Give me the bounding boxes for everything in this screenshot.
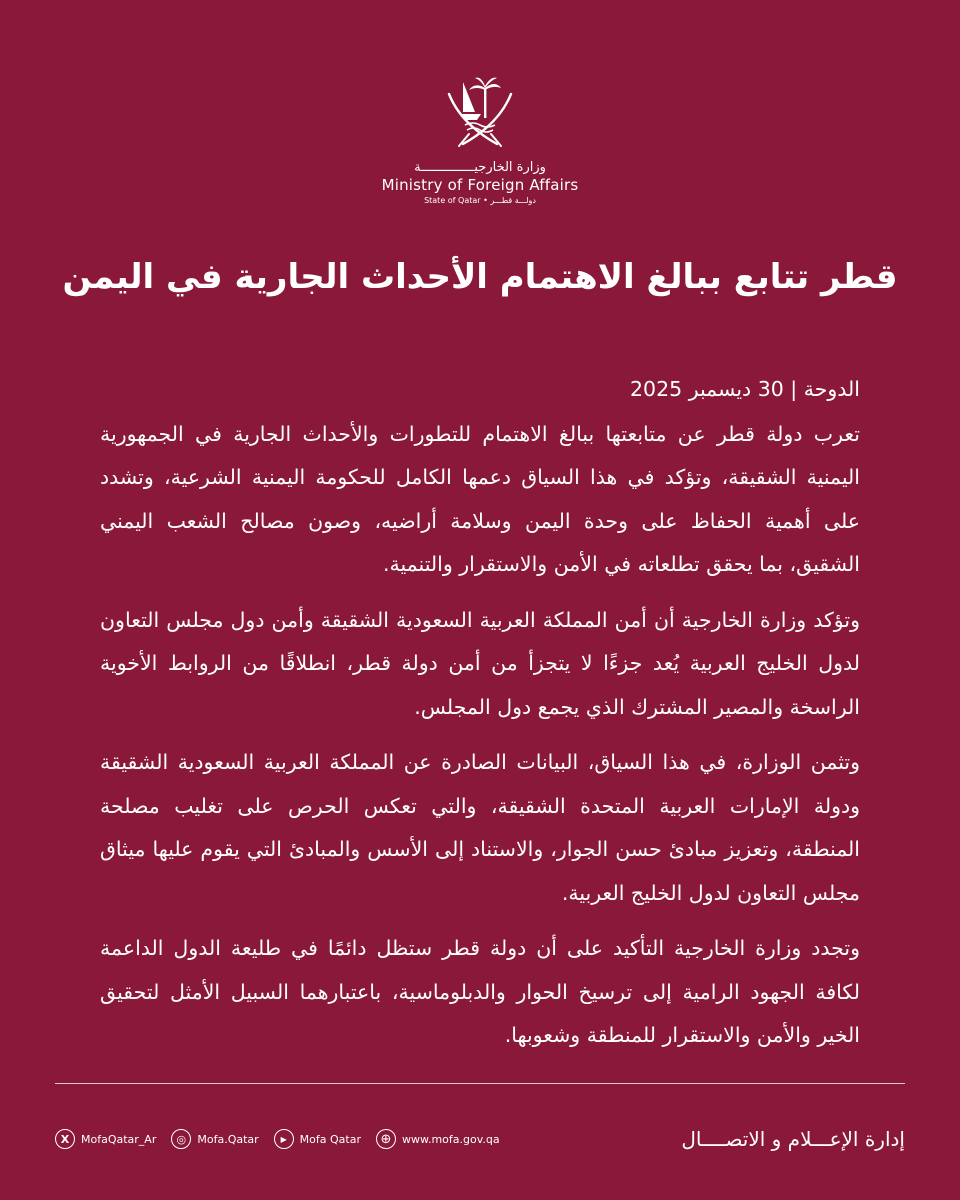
- social-x-label: MofaQatar_Ar: [81, 1132, 157, 1146]
- social-website[interactable]: [376, 1129, 500, 1149]
- qatar-emblem-icon: [435, 72, 525, 152]
- x-logo-icon: X: [55, 1129, 75, 1149]
- social-instagram[interactable]: [171, 1129, 258, 1149]
- department-name: إدارة الإعـــلام و الاتصــــال: [681, 1127, 905, 1151]
- footer: [55, 1122, 905, 1156]
- paragraph-3: وتثمن الوزارة، في هذا السياق، البيانات الصادرة عن المملكة العربية السعودية الشقيقة ودولة الإمارات العربية المتحدة الشقيقة، والتي تعكس الحرص على تغليب مصلحة المنطقة، وتعزيز مبادئ حسن الجوار، والاستناد إلى الأسس والمبادئ التي يقوم عليها ميثاق مجلس التعاون لدول الخليج العربية.: [100, 750, 860, 905]
- paragraph-4: وتجدد وزارة الخارجية التأكيد على أن دولة قطر ستظل دائمًا في طليعة الدول الداعمة لكافة الجهود الرامية إلى ترسيخ الحوار والدبلوماسية، باعتبارهما السبيل الأمثل لتحقيق الخير والأمن والاستقرار للمنطقة وشعوبها.: [100, 936, 860, 1047]
- social-youtube-label: Mofa Qatar: [299, 1132, 361, 1146]
- social-instagram-label: Mofa.Qatar: [197, 1132, 259, 1146]
- social-youtube[interactable]: [274, 1129, 361, 1149]
- social-website-label: www.mofa.gov.qa: [401, 1132, 500, 1146]
- youtube-icon: ▶: [274, 1129, 294, 1149]
- instagram-icon: ◎: [171, 1129, 191, 1149]
- social-x[interactable]: [55, 1129, 156, 1149]
- statement-title: قطر تتابع ببالغ الاهتمام الأحداث الجارية في اليمن: [62, 257, 898, 297]
- footer-divider: [55, 1083, 905, 1084]
- paragraph-1: تعرب دولة قطر عن متابعتها ببالغ الاهتمام للتطورات والأحداث الجارية في الجمهورية اليمنية الشقيقة، وتؤكد في هذا السياق دعمها الكامل للحكومة اليمنية الشرعية، وتشدد على أهمية الحفاظ على وحدة اليمن وسلامة أراضيه، وصون مصالح الشعب اليمني الشقيق، بما يحقق تطلعاته في الأمن والاستقرار والتنمية.: [100, 421, 860, 576]
- social-links: [55, 1129, 500, 1149]
- globe-icon: ⊕: [376, 1129, 396, 1149]
- state-of-qatar-line: State of Qatar • دولـــة قطـــر: [424, 196, 536, 205]
- ministry-name-english: Ministry of Foreign Affairs: [381, 176, 579, 194]
- ministry-logo: [0, 72, 960, 207]
- paragraph-2: وتؤكد وزارة الخارجية أن أمن المملكة العربية السعودية الشقيقة وأمن دول مجلس التعاون لدول الخليج العربية يُعد جزءًا لا يتجزأ من أمن دولة قطر، انطلاقًا من الروابط الأخوية الراسخة والمصير المشترك الذي يجمع دول المجلس.: [100, 607, 860, 719]
- statement-body: [100, 368, 860, 1070]
- dateline: الدوحة | 30 ديسمبر 2025: [630, 377, 860, 401]
- ministry-name-arabic: وزارة الخارجيــــــــــــــة: [414, 160, 546, 175]
